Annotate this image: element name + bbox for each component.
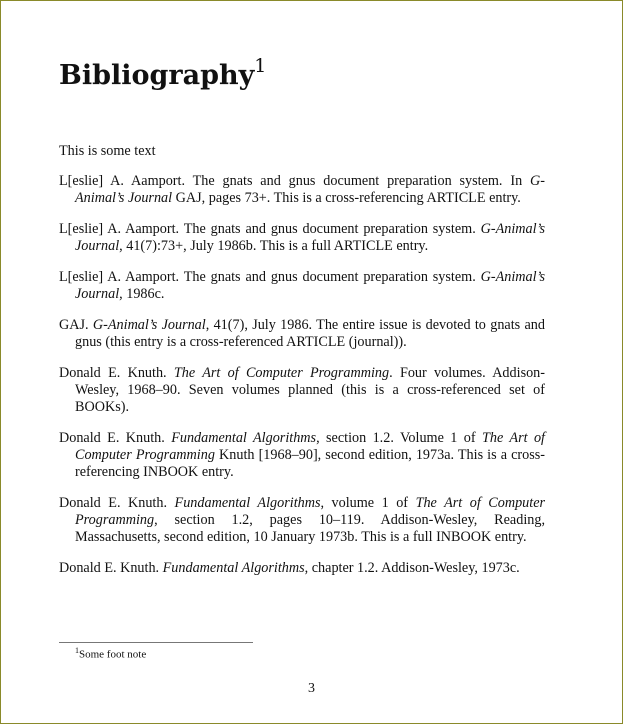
bib-rest: , section 1.2, pages 10–119. Addison-Wesley, Reading, Massachusetts, second edition, 10 January 1973b. This is a full INBOOK entry. xyxy=(75,512,545,545)
bib-book: The Art of Computer Programming xyxy=(173,365,390,381)
bib-rest: . Four volumes. Addison-Wesley, 1968–90. Seven volumes planned (this is a cross-referenced set of BOOKs). xyxy=(75,365,545,415)
bib-title: The gnats and gnus document preparation system. xyxy=(183,221,476,237)
bibliography-list xyxy=(59,173,545,577)
bib-book: Fundamental Algorithms xyxy=(162,560,305,576)
footnote-text: Some foot note xyxy=(79,648,147,661)
footnote-number: 1 xyxy=(75,646,79,655)
bib-series: The Art of Computer Programming xyxy=(75,430,545,463)
page-title xyxy=(59,57,266,92)
footnote-mark: 1 xyxy=(254,55,267,77)
bib-author: L[eslie] A. Aamport. xyxy=(59,173,186,189)
bib-rest: , chapter 1.2. Addison-Wesley, 1973c. xyxy=(304,560,520,576)
bib-entry xyxy=(59,173,545,207)
bib-in: In xyxy=(510,173,523,189)
footnote-rule xyxy=(59,642,253,643)
bib-author: Donald E. Knuth. xyxy=(59,430,165,446)
bib-author: L[eslie] A. Aamport. xyxy=(59,221,180,237)
bib-title: The gnats and gnus document preparation system. xyxy=(183,269,476,285)
bib-journal: G-Animal’s Journal xyxy=(75,269,545,302)
bib-journal: G-Animal’s Journal xyxy=(92,317,206,333)
bib-entry xyxy=(59,317,545,351)
bib-author: L[eslie] A. Aamport. xyxy=(59,269,180,285)
bib-book: Fundamental Algorithms xyxy=(171,430,317,446)
bib-journal: G-Animal’s Journal xyxy=(75,173,546,206)
intro-text: This is some text xyxy=(59,143,156,159)
bib-mid: , section 1.2. Volume 1 of xyxy=(316,430,476,446)
bib-entry xyxy=(59,269,545,303)
footnote xyxy=(75,646,146,661)
content-body xyxy=(59,143,545,591)
bib-book: Fundamental Algorithms xyxy=(174,495,321,511)
bib-author: Donald E. Knuth. xyxy=(59,560,160,576)
bib-rest: Knuth [1968–90], second edition, 1973a. This is a cross-referencing INBOOK entry. xyxy=(75,447,545,480)
bib-series: The Art of Computer Programming xyxy=(75,495,546,528)
bib-rest: GAJ, pages 73+. This is a cross-referencing ARTICLE entry. xyxy=(175,190,521,206)
bib-entry xyxy=(59,365,545,416)
bib-rest: , 1986c. xyxy=(119,286,165,302)
bib-title: The gnats and gnus document preparation system. xyxy=(192,173,503,189)
bib-author: Donald E. Knuth. xyxy=(59,365,167,381)
bib-journal: G-Animal’s Journal xyxy=(75,221,545,254)
bib-entry xyxy=(59,495,545,546)
bib-rest: , 41(7):73+, July 1986b. This is a full ARTICLE entry. xyxy=(119,238,429,254)
bib-entry xyxy=(59,560,545,577)
page-number: 3 xyxy=(308,681,315,696)
bib-author: GAJ. xyxy=(59,317,89,333)
bib-entry xyxy=(59,221,545,255)
bib-rest: , 41(7), July 1986. The entire issue is devoted to gnats and gnus (this entry is a cross-referenced ARTICLE (journal)). xyxy=(75,317,545,350)
bib-entry xyxy=(59,430,545,481)
title-text: Bibliography xyxy=(59,60,255,91)
bib-author: Donald E. Knuth. xyxy=(59,495,168,511)
bib-mid: , volume 1 of xyxy=(320,495,409,511)
